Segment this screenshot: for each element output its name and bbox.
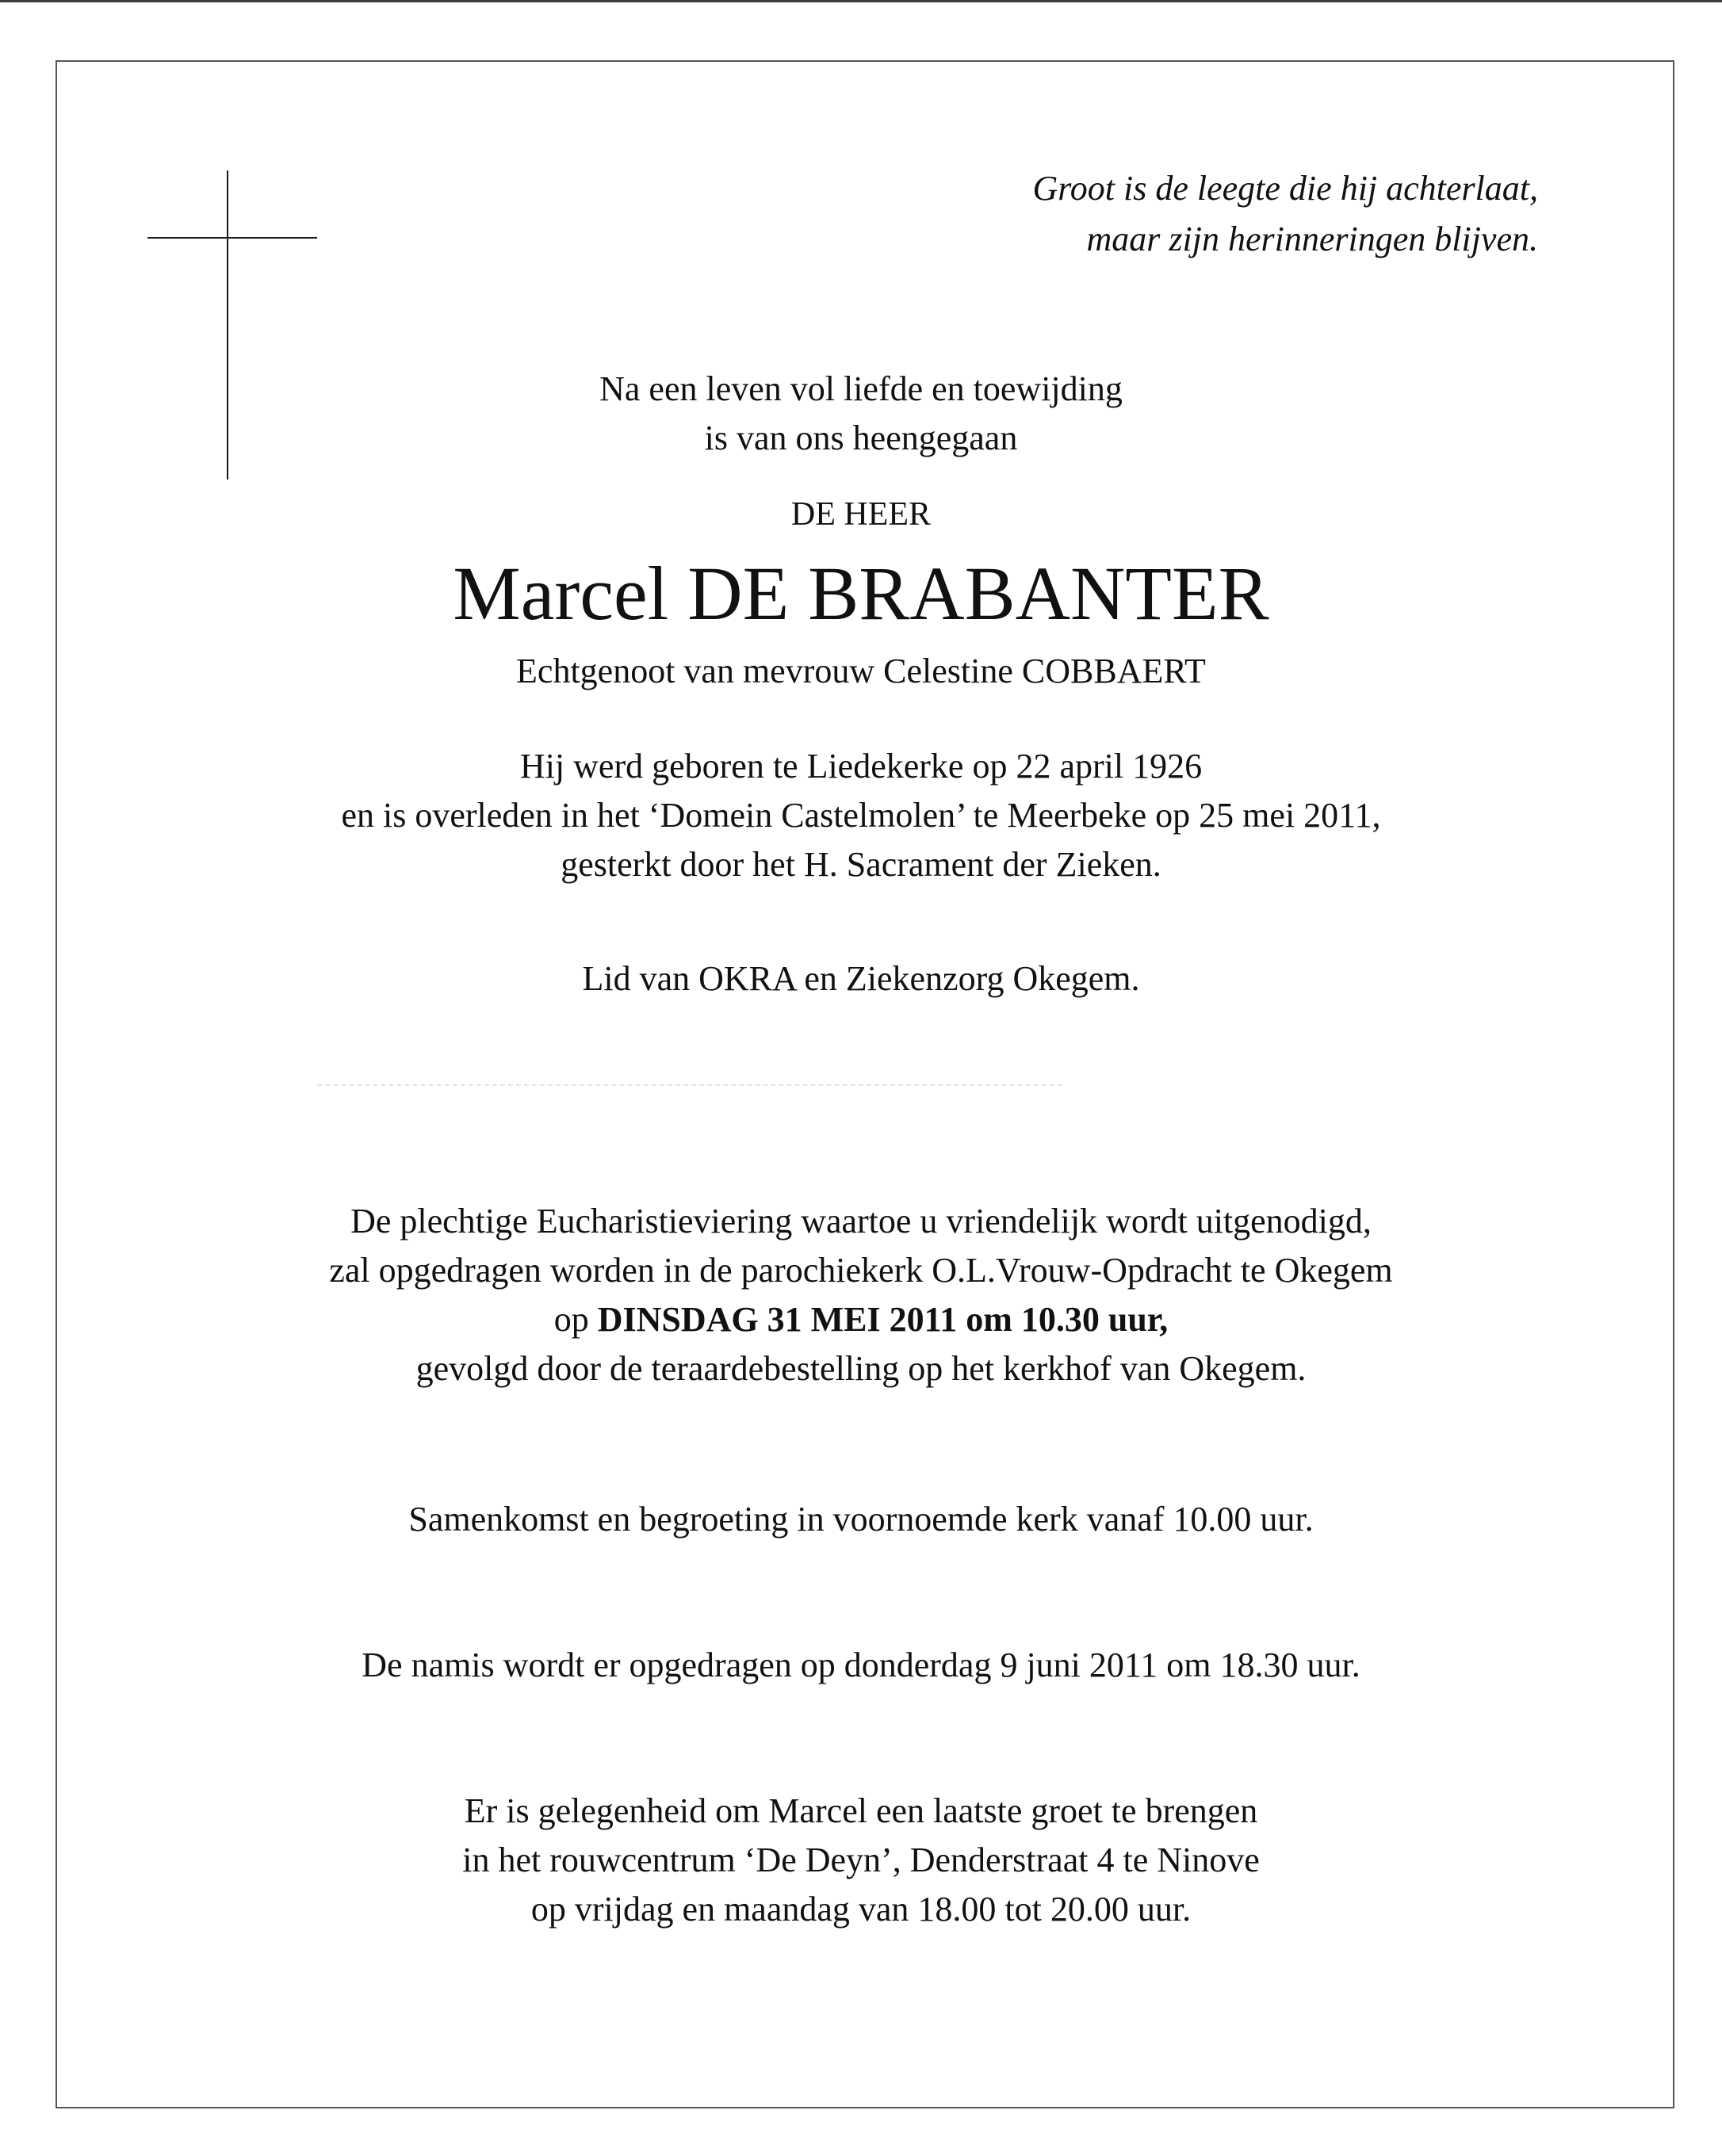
service-line-4: gevolgd door de teraardebestelling op het kerkhof van Okegem. xyxy=(415,1349,1307,1388)
visitation-line-3: op vrijdag en maandag van 18.00 tot 20.00 uur. xyxy=(530,1890,1192,1929)
visitation-line-1: Er is gelegenheid om Marcel een laatste groet te brengen xyxy=(464,1791,1258,1830)
service-date-prefix: op xyxy=(553,1300,598,1339)
spouse-line: Echtgenoot van mevrouw Celestine COBBAERT xyxy=(516,652,1206,690)
visitation-details xyxy=(0,1787,1722,1934)
gathering-line: Samenkomst en begroeting in voornoemde kerk vanaf 10.00 uur. xyxy=(408,1500,1314,1539)
intro-line-1: Na een leven vol liefde en toewijding xyxy=(599,369,1123,408)
membership-line: Lid van OKRA en Ziekenzorg Okegem. xyxy=(582,959,1140,998)
service-line-2: zal opgedragen worden in de parochiekerk O.L.Vrouw-Opdracht te Okegem xyxy=(329,1251,1393,1290)
intro-line-2: is van ons heengegaan xyxy=(704,419,1018,457)
visitation-line-2: in het rouwcentrum ‘De Deyn’, Denderstraat 4 te Ninove xyxy=(462,1841,1260,1879)
life-details xyxy=(0,742,1722,889)
death-line: en is overleden in het ‘Domein Castelmolen’ te Meerbeke op 25 mei 2011, xyxy=(341,796,1381,835)
service-date: DINSDAG 31 MEI 2011 om 10.30 uur, xyxy=(597,1300,1169,1339)
sacrament-line: gesterkt door het H. Sacrament der Zieken. xyxy=(561,845,1161,884)
deceased-name: Marcel DE BRABANTER xyxy=(453,551,1269,636)
honorific: DE HEER xyxy=(790,496,932,533)
intro-text xyxy=(0,365,1722,463)
service-line-1: De plechtige Eucharistieviering waartoe u vriendelijk wordt uitgenodigd, xyxy=(350,1202,1372,1240)
quote-line-2: maar zijn herinneringen blijven. xyxy=(1086,220,1538,258)
cross-icon-horizontal xyxy=(147,237,317,239)
requiem-line: De namis wordt er opgedragen op donderdag 9 juni 2011 om 18.30 uur. xyxy=(362,1646,1360,1684)
faint-divider xyxy=(317,1084,1062,1086)
service-details xyxy=(0,1197,1722,1393)
birth-line: Hij werd geboren te Liedekerke op 22 april 1926 xyxy=(519,747,1203,786)
memorial-quote xyxy=(1033,163,1538,265)
quote-line-1: Groot is de leegte die hij achterlaat, xyxy=(1032,169,1538,208)
service-line-3 xyxy=(0,1295,1722,1344)
top-rule xyxy=(0,0,1722,2)
